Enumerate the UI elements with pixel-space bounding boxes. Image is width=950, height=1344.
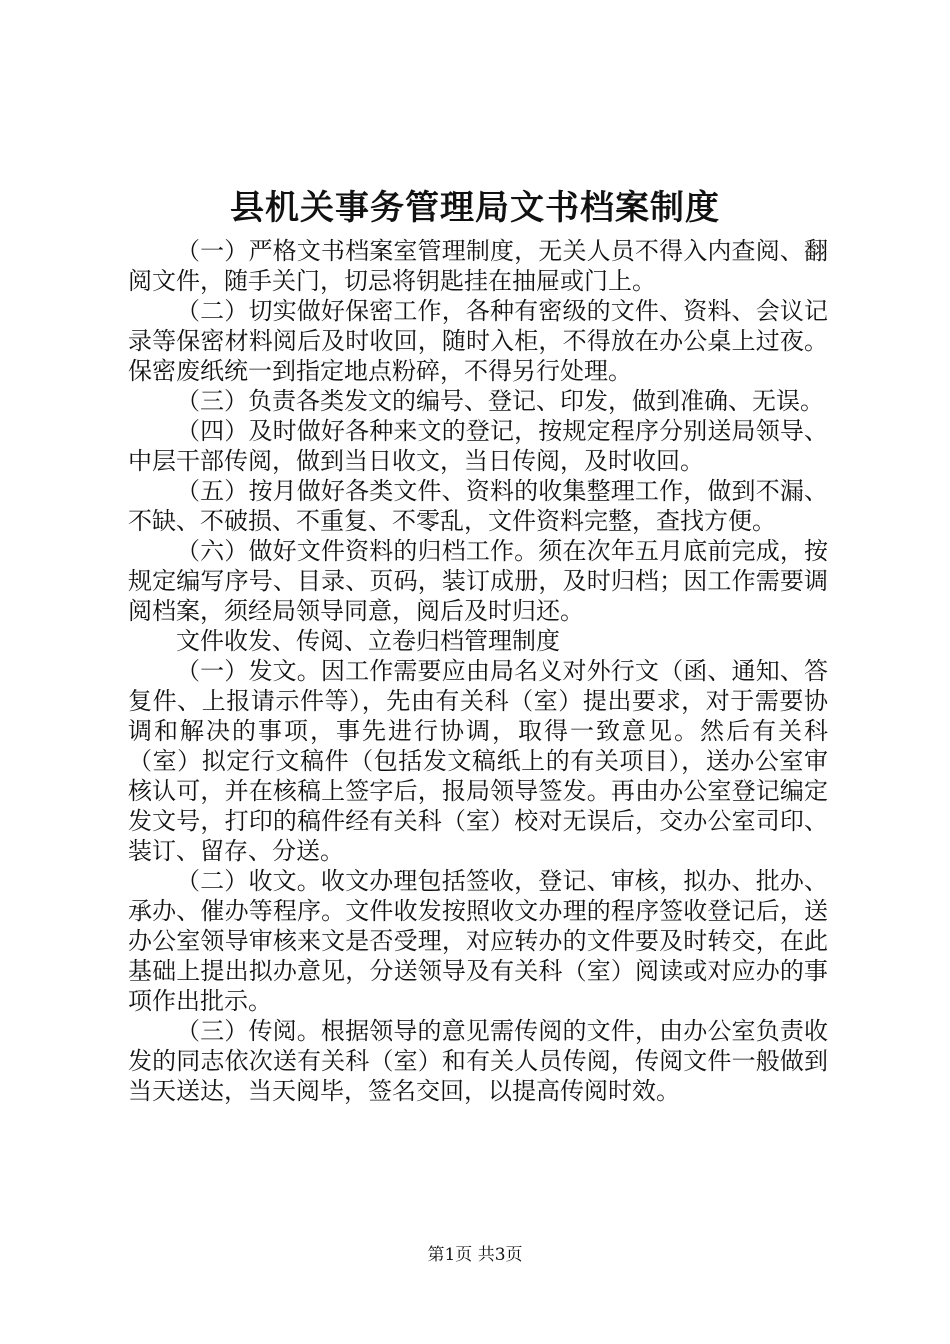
paragraph: （二）切实做好保密工作，各种有密级的文件、资料、会议记录等保密材料阅后及时收回，随时入柜，不得放在办公桌上过夜。保密废纸统一到指定地点粉碎，不得另行处理。 <box>128 297 828 385</box>
paragraph: （一）严格文书档案室管理制度，无关人员不得入内查阅、翻阅文件，随手关门，切忌将钥匙挂在抽屉或门上。 <box>128 237 828 295</box>
paragraph: （三）传阅。根据领导的意见需传阅的文件，由办公室负责收发的同志依次送有关科（室）和有关人员传阅，传阅文件一般做到当天送达，当天阅毕，签名交回，以提高传阅时效。 <box>128 1017 828 1105</box>
paragraph: （五）按月做好各类文件、资料的收集整理工作，做到不漏、不缺、不破损、不重复、不零乱，文件资料完整，查找方便。 <box>128 477 828 535</box>
document-body <box>128 236 828 1106</box>
document-title: 县机关事务管理局文书档案制度 <box>230 188 720 228</box>
paragraph: （四）及时做好各种来文的登记，按规定程序分别送局领导、中层干部传阅，做到当日收文，当日传阅，及时收回。 <box>128 417 828 475</box>
page-footer: 第1页 共3页 <box>427 1245 523 1265</box>
paragraph: （三）负责各类发文的编号、登记、印发，做到准确、无误。 <box>176 387 824 415</box>
paragraph: （一）发文。因工作需要应由局名义对外行文（函、通知、答复件、上报请示件等），先由有关科（室）提出要求，对于需要协调和解决的事项，事先进行协调，取得一致意见。然后有关科（室）拟定行文稿件（包括发文稿纸上的有关项目），送办公室审核认可，并在核稿上签字后，报局领导签发。再由办公室登记编定发文号，打印的稿件经有关科（室）校对无误后，交办公室司印、装订、留存、分送。 <box>128 657 828 865</box>
section-subheading: 文件收发、传阅、立卷归档管理制度 <box>176 627 560 655</box>
paragraph: （六）做好文件资料的归档工作。须在次年五月底前完成，按规定编写序号、目录、页码，装订成册，及时归档；因工作需要调阅档案，须经局领导同意，阅后及时归还。 <box>128 537 828 625</box>
paragraph: （二）收文。收文办理包括签收，登记、审核，拟办、批办、承办、催办等程序。文件收发按照收文办理的程序签收登记后，送办公室领导审核来文是否受理，对应转办的文件要及时转交，在此基础上提出拟办意见，分送领导及有关科（室）阅读或对应办的事项作出批示。 <box>128 867 828 1015</box>
